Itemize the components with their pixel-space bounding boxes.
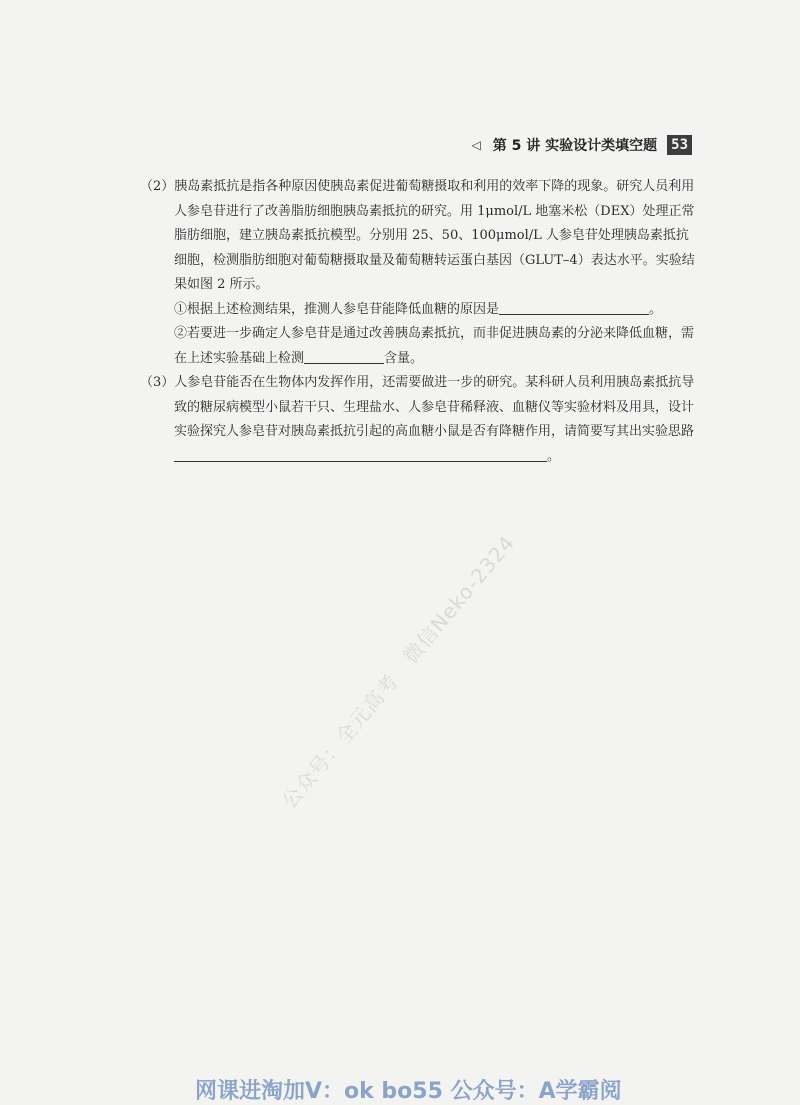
question-3-end: 。: [547, 448, 561, 464]
answer-blank-1[interactable]: [499, 299, 649, 315]
question-2-label: （2）: [140, 179, 175, 194]
question-3: [140, 371, 700, 469]
question-2-intro: 胰岛素抵抗是指各种原因使胰岛素促进葡萄糖摄取和利用的效率下降的现象。研究人员利用人参皂苷进行了改善脂肪细胞胰岛素抵抗的研究。用 1μmol/L 地塞米松（DEX）处理正常脂肪细胞，建立胰岛素抵抗模型。分别用 25、50、100μmol/L 人参皂苷处理胰岛素抵抗细胞，检测脂肪细胞对葡萄糖摄取量及葡萄糖转运蛋白基因（GLUT–4）表达水平。实验结果如图 2 所示。: [174, 179, 695, 292]
answer-blank-2[interactable]: [304, 348, 384, 364]
question-content: [140, 175, 700, 469]
question-2: [140, 175, 700, 298]
chapter-title: 第 5 讲 实验设计类填空题: [492, 138, 658, 154]
question-2-sub-1-text: ①根据上述检测结果，推测人参皂苷能降低血糖的原因是: [174, 301, 500, 317]
left-triangle-icon: ◁: [471, 138, 481, 152]
question-3-label: （3）: [140, 375, 175, 390]
question-2-sub-2-text: ②若要进一步确定人参皂苷是通过改善胰岛素抵抗，而非促进胰岛素的分泌来降低血糖，需在上述实验基础上检测: [174, 326, 695, 366]
question-2-sub-2: [140, 322, 700, 371]
page-header: [472, 134, 692, 156]
question-3-text: 人参皂苷能否在生物体内发挥作用，还需要做进一步的研究。某科研人员利用胰岛素抵抗导致的糖尿病模型小鼠若干只、生理盐水、人参皂苷稀释液、血糖仪等实验材料及用具，设计实验探究人参皂苷对胰岛素抵抗引起的高血糖小鼠是否有降糖作用，请简要写其出实验思路: [174, 375, 695, 439]
question-2-sub-1: [140, 298, 700, 323]
watermark-text: 公众号：全元高考 微信Neko-2324: [276, 530, 520, 814]
answer-blank-3[interactable]: [174, 446, 547, 462]
question-2-sub-2-end: 含量。: [384, 350, 424, 366]
footer-watermark: 网课进淘加V：ok bo55 公众号：A学霸阅: [195, 1079, 622, 1104]
question-2-sub-1-end: 。: [649, 301, 663, 317]
page-number: 53: [667, 135, 692, 155]
